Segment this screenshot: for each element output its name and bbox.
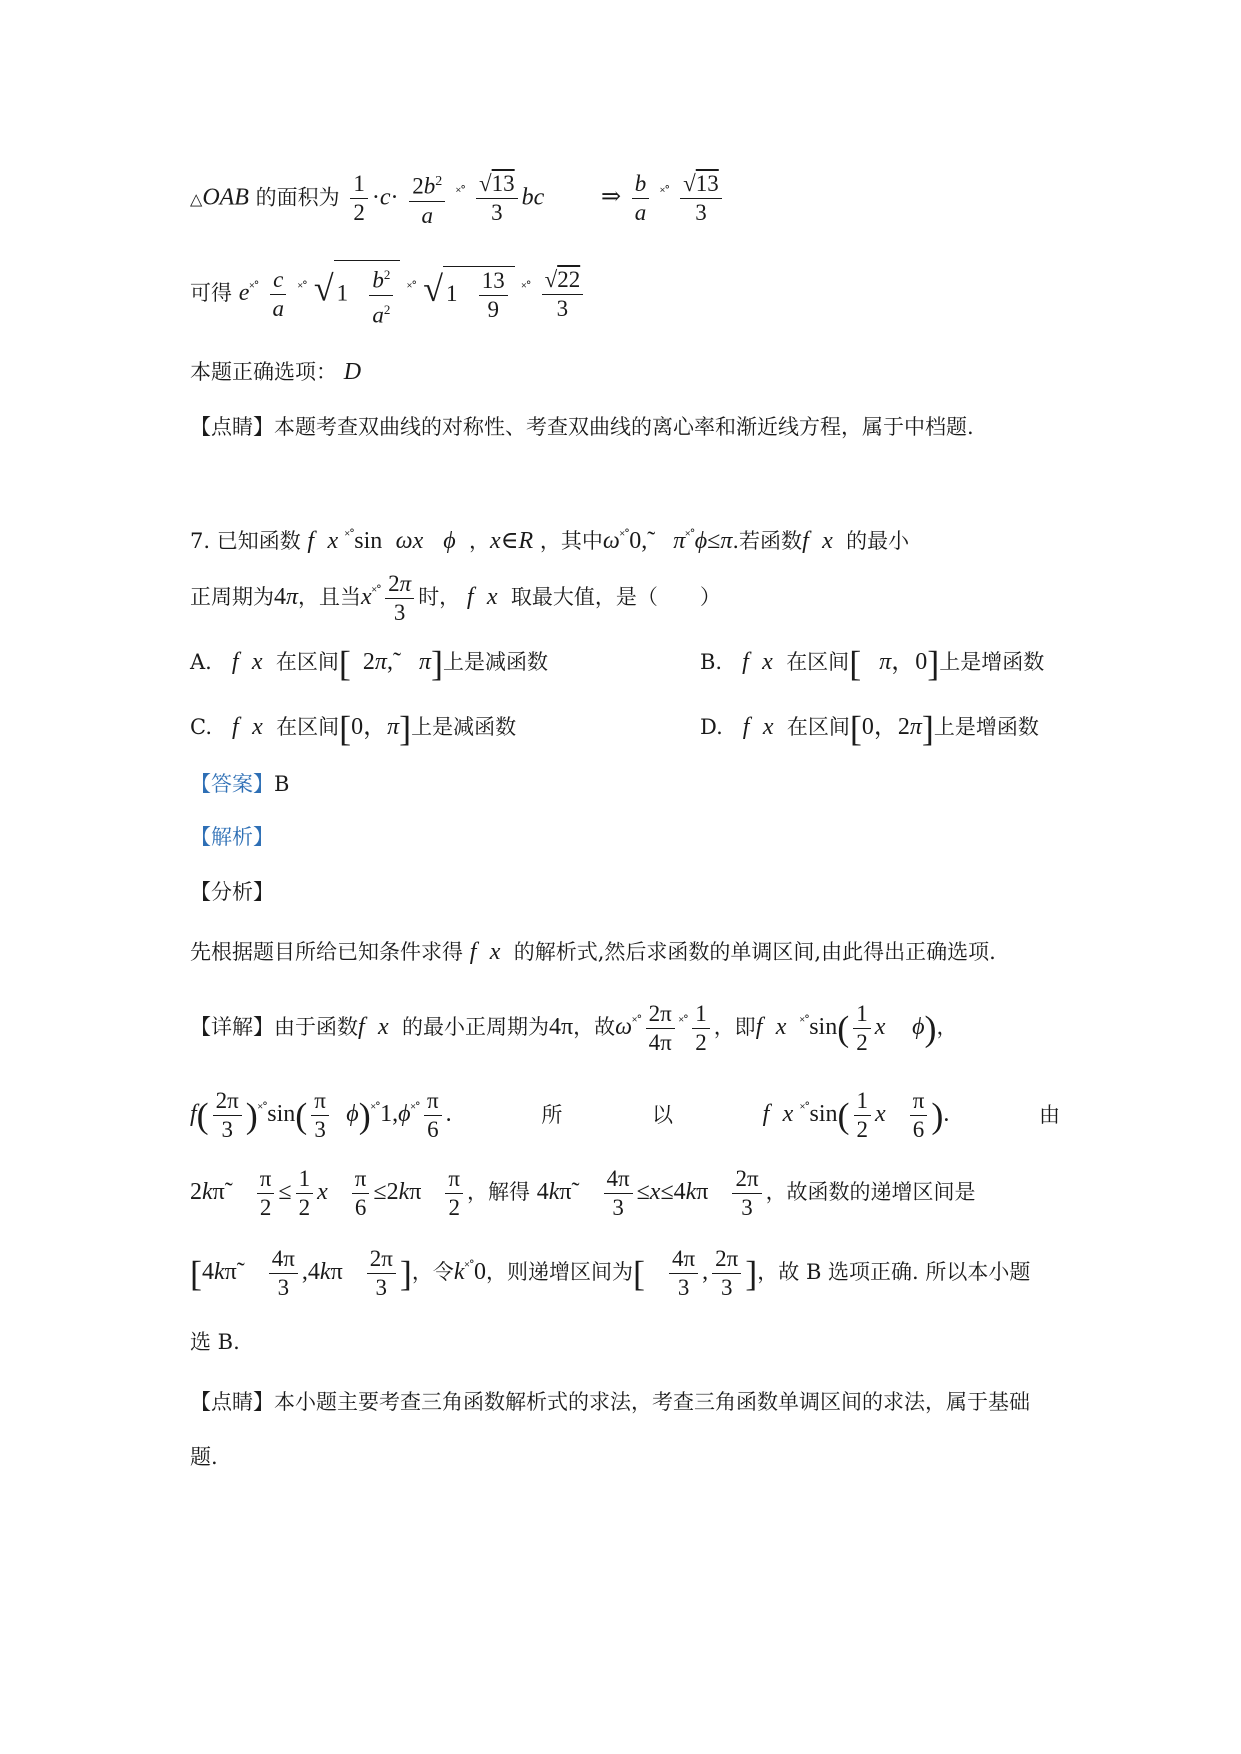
interval-word: 在区间 [786,650,850,674]
option-b-tail: 上是增函数 [939,650,1045,674]
answer-label: 【答案】 [190,772,274,796]
comment2-text: 本小题主要考查三角函数解析式的求法，考查三角函数单调区间的求法，属于基础 [274,1390,1030,1414]
q7-stem-c: .若函数 [732,529,803,553]
fenxi-text-a: 先根据题目所给已知条件求得 [190,940,463,964]
interval-word: 在区间 [275,650,339,674]
detail-tail2: ，故 B 选项正确. 所以本小题 [757,1260,1031,1284]
detail-you: 由 [1038,1103,1060,1127]
detail-line5 [190,1325,1060,1359]
detail-t1: 由于函数 [274,1015,358,1039]
q7-stem-line1: 7. 已知函数 f x ˟˚sin ωx ϕ ，x∈R ，其中ω˟˚0,˜ π˟˚ϕ≤π.若函数f x 的最小 [190,528,910,554]
q7-stem-line2: 正周期为4π，且当x˟˚ $\frac{2\pi}{3}$ 时， f x 取最大值，是（ ） [190,571,721,625]
interval-word: 在区间 [276,715,340,739]
option-a-tail: 上是减函数 [442,650,548,674]
detail-line4: [4kπ˜ $\frac{4\pi}{3}$ ,4kπ $\frac{2\pi}{3}$ ]，令k˟˚0，则递增区间为[ $\frac{4\pi}{3}$ , $\frac{2\pi}{3}$ ]，故 B 选项正确. 所以本小题 [190,1246,1031,1300]
prev-answer-line [190,355,1060,389]
option-d: D. f x 在区间[0，2π]上是增函数 [700,708,1039,749]
comment2-line2 [190,1440,1060,1474]
fenxi-label-line [190,875,1060,909]
prev-comment-line [190,410,1060,444]
detail-suo: 所 [541,1103,563,1127]
detail-ling: ，令 [411,1260,454,1284]
detail-t4: ，即 [713,1015,756,1039]
option-c-label: C. [190,715,212,739]
fenxi-label: 【分析】 [190,880,274,904]
prev-comment-text: 本题考查双曲线的对称性、考查双曲线的离心率和渐近线方程，属于中档题. [274,415,974,439]
fenxi-text-b: 的解析式,然后求函数的单调区间,由此得出正确选项. [513,940,996,964]
detail-yi: 以 [651,1103,673,1127]
analysis-line [190,820,1060,854]
option-a-label: A. [190,650,212,674]
option-a: A. f x 在区间[ 2π,˜ π]上是减函数 [190,643,548,684]
comment2-line1 [190,1385,1060,1419]
q7-stem-b: ，其中 [539,529,603,553]
detail-line1: 【详解】由于函数f x 的最小正周期为4π，故ω˟˚ $\frac{2\pi}{4\pi}$ ˟˚ $\frac{1}{2}$ ，即f x ˟˚sin( $\frac{1}{2}$ x ϕ)， [190,1001,958,1055]
detail-jiede: ，解得 [467,1180,531,1204]
q7-stem-f: ，且当 [298,585,362,609]
q7-stem-e: 正周期为 [190,585,274,609]
area-text: 的面积为 [255,185,340,210]
can-get-text: 可得 [190,281,232,306]
detail-last: 选 B. [190,1330,240,1354]
option-b-label: B. [700,650,723,674]
detail-line2: f( $\frac{2\pi}{3}$ )˟˚sin( $\frac{\pi}{3}$ ϕ)˟˚1,ϕ˟˚ $\frac{\pi}{6}$ . 所 以 f x ˟˚sin( $\frac{1}{2}$ x $\frac{\pi}{6}$ ). 由 [190,1087,1060,1142]
prev-answer-value: D [343,359,362,385]
q7-stem-h: 取最大值，是（ ） [510,585,721,609]
q7-stem-d: 的最小 [846,529,910,553]
option-d-label: D. [700,715,723,739]
detail-then: ，则递增区间为 [485,1260,633,1284]
q7-stem-g: 时， [418,585,461,609]
detail-t2: 的最小正周期为 [402,1015,550,1039]
detail-tail1: ，故函数的递增区间是 [765,1180,976,1204]
option-b: B. f x 在区间[ π，0]上是增函数 [700,643,1045,684]
analysis-label: 【解析】 [190,825,274,849]
answer-value: B [274,772,290,796]
q7-number: 7. 已知函数 [190,529,301,553]
fenxi-text-line: 先根据题目所给已知条件求得 f x 的解析式,然后求函数的单调区间,由此得出正确选项. [190,939,996,965]
prev-answer-label: 本题正确选项： [190,360,337,384]
area-line: △OAB 的面积为 $\frac{1}{2}$ ·c· $\frac{2b^2}{a}$ ˟˚ $\frac{√13}{3}$ bc ⇒ $\frac{b}{a}$ ˟˚ $\frac{√13}{3}$ [190,168,1060,228]
comment2-label: 【点睛】 [190,1390,274,1414]
option-c-tail: 上是减函数 [411,715,517,739]
detail-t3: ，故 [573,1015,616,1039]
comment2-end: 题. [190,1445,218,1469]
eccentricity-line: 可得 e˟˚ $\frac{c}{a}$ ˟˚ √ 1 $\frac{b^2}{a^2}$ ˟˚ √ 1 $\frac{13}{9}$ ˟˚ $\frac{√22}{3}$ [190,260,1060,330]
option-d-tail: 上是增函数 [933,715,1039,739]
detail-label: 【详解】 [190,1015,274,1039]
interval-word: 在区间 [786,715,850,739]
option-c: C. f x 在区间[0，π]上是减函数 [190,708,517,749]
prev-comment-label: 【点睛】 [190,415,274,439]
detail-line3: 2kπ˜ $\frac{\pi}{2}$ ≤ $\frac{1}{2}$ x $\frac{\pi}{6}$ ≤2kπ $\frac{\pi}{2}$ ，解得 4kπ˜ $\frac{4\pi}{3}$ ≤x≤4kπ $\frac{2\pi}{3}$ ，故函数的递增区间是 [190,1166,976,1220]
answer-line [190,767,1060,801]
